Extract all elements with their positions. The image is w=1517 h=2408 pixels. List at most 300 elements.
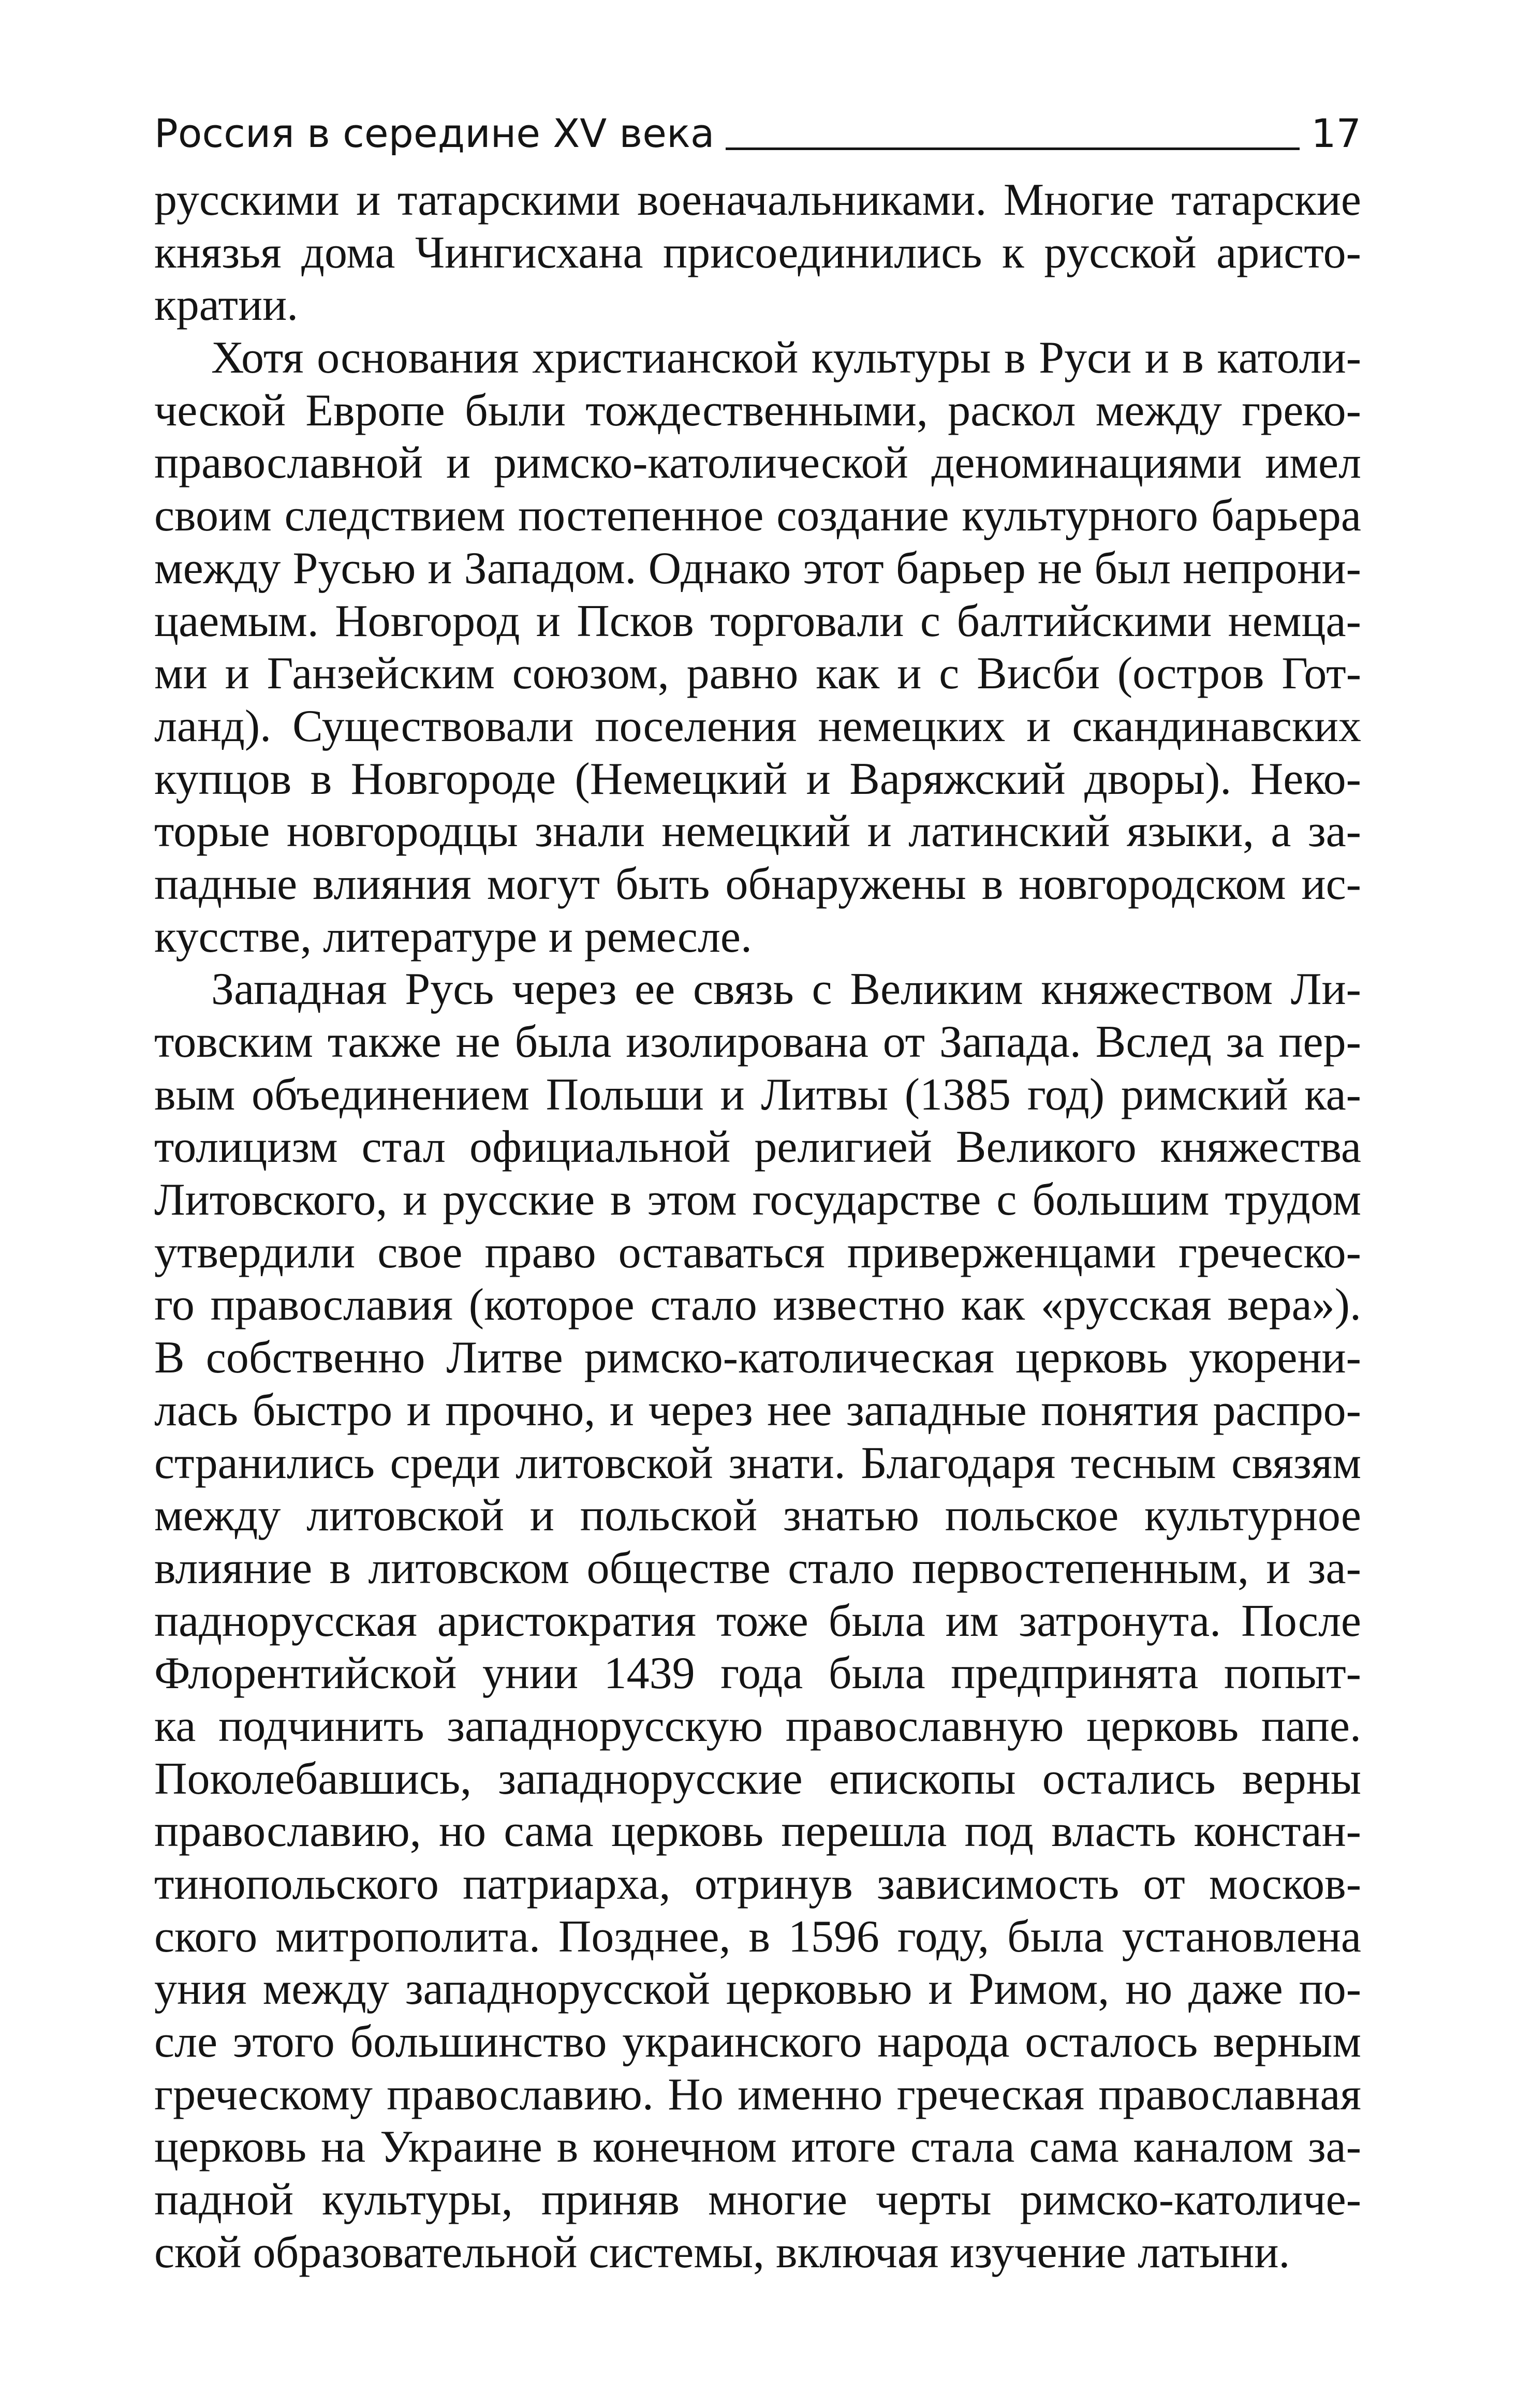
word: деноминациями xyxy=(931,438,1242,489)
word: ка- xyxy=(1304,1069,1361,1120)
word: Европе xyxy=(305,385,445,436)
body-text xyxy=(154,174,1361,2279)
word: за- xyxy=(1307,1543,1361,1593)
word: Ганзейским xyxy=(267,648,495,699)
word: и xyxy=(1144,333,1169,383)
word: в xyxy=(981,859,1004,909)
word: влияние xyxy=(154,1543,313,1593)
word: Великим xyxy=(850,964,1023,1015)
running-head-rule xyxy=(726,147,1300,150)
word: (Немецкий xyxy=(575,754,788,804)
word: обнаружены xyxy=(725,859,966,909)
word: Гот- xyxy=(1282,648,1361,699)
word: литовской xyxy=(306,1490,504,1541)
word: народа xyxy=(877,2017,1010,2067)
word: москов- xyxy=(1209,1859,1361,1909)
word: утвердили xyxy=(154,1227,356,1278)
word: этот xyxy=(803,543,884,594)
text-line xyxy=(154,1121,1361,1174)
word: Литовского, xyxy=(154,1175,388,1225)
word: сама xyxy=(1029,2122,1119,2173)
word: вым xyxy=(154,1069,235,1120)
word: После xyxy=(1241,1596,1361,1646)
word: в xyxy=(610,1175,632,1225)
word: лась xyxy=(154,1385,239,1436)
word: под xyxy=(964,1806,1034,1857)
word: Римом, xyxy=(968,1964,1110,2015)
word: своим xyxy=(154,491,272,541)
word: церковью xyxy=(726,1964,912,2015)
page-number: 17 xyxy=(1311,110,1361,156)
word: религией xyxy=(754,1122,932,1173)
word: западнорусскую xyxy=(447,1701,763,1751)
word: оставаться xyxy=(618,1227,825,1278)
word: православная xyxy=(1098,2069,1361,2120)
word: падные xyxy=(154,859,298,909)
text-line xyxy=(154,1542,1361,1595)
word: немца- xyxy=(1228,596,1361,646)
word: приняв xyxy=(541,2175,680,2225)
text-line xyxy=(154,2069,1361,2121)
text-line xyxy=(154,1805,1361,1858)
word: Неко- xyxy=(1250,754,1361,804)
text-line: кусстве, литературе и ремесле. xyxy=(154,911,752,962)
word: аристократия xyxy=(437,1596,696,1646)
word: на xyxy=(321,2122,366,2173)
word: Украине xyxy=(380,2122,542,2173)
word: многие xyxy=(708,2175,847,2225)
word: верны xyxy=(1242,1753,1361,1804)
word: в xyxy=(310,754,332,804)
word: нее xyxy=(767,1385,832,1436)
word: обществе xyxy=(586,1543,771,1593)
word: литовском xyxy=(368,1543,570,1593)
word: в xyxy=(329,1543,351,1593)
word: Западная xyxy=(211,964,387,1015)
word: римско-католическая xyxy=(584,1333,994,1383)
word: православию, xyxy=(154,1806,421,1857)
word: между xyxy=(154,543,281,594)
word: следствием xyxy=(284,491,506,541)
text-line xyxy=(154,1174,1361,1227)
word: стало xyxy=(788,1543,895,1593)
word: Чингисхана xyxy=(415,227,643,278)
word: присоединились xyxy=(663,227,982,278)
word: церковь xyxy=(1086,1701,1239,1751)
text-line xyxy=(154,700,1361,753)
word: паднорусская xyxy=(154,1596,417,1646)
word: каналом xyxy=(1133,2122,1293,2173)
word: В xyxy=(154,1333,185,1383)
word: товским xyxy=(154,1017,313,1067)
word: констан- xyxy=(1194,1806,1361,1857)
text-line xyxy=(154,542,1361,595)
word: аристо- xyxy=(1216,227,1361,278)
word: Польши xyxy=(546,1069,704,1120)
word: была xyxy=(828,1596,925,1646)
word: черты xyxy=(875,2175,992,2225)
word: знали xyxy=(535,806,645,857)
word: сама xyxy=(504,1806,594,1857)
word: именно xyxy=(738,2069,883,2120)
word: западнорусские xyxy=(498,1753,803,1804)
word: равно xyxy=(686,648,799,699)
word: а xyxy=(1271,806,1291,857)
word: западные xyxy=(846,1385,1027,1436)
word: новгородцы xyxy=(286,806,518,857)
word: Русь xyxy=(405,964,494,1015)
word: и xyxy=(536,596,561,646)
word: культурного xyxy=(962,491,1199,541)
word: и xyxy=(428,543,452,594)
text-line: кратии. xyxy=(154,280,299,331)
text-line xyxy=(154,647,1361,700)
word: свое xyxy=(377,1227,463,1278)
word: епископы xyxy=(829,1753,1016,1804)
word: Вслед xyxy=(1095,1017,1212,1067)
word: церковь xyxy=(1015,1333,1168,1383)
word: году, xyxy=(897,1911,990,1962)
word: Варяжский xyxy=(849,754,1066,804)
word: ис- xyxy=(1301,859,1361,909)
word: и xyxy=(356,175,381,225)
word: большинство xyxy=(350,2017,607,2067)
word: (которое xyxy=(468,1280,635,1331)
word: и xyxy=(897,648,922,699)
word: русские xyxy=(443,1175,595,1225)
word: за xyxy=(1226,1017,1264,1067)
word: первостепенным, xyxy=(911,1543,1249,1593)
word: греческо- xyxy=(1178,1227,1361,1278)
word: цаемым. xyxy=(154,596,319,646)
word: связям xyxy=(1231,1438,1361,1488)
word: распро- xyxy=(1213,1385,1361,1436)
word: польское xyxy=(945,1490,1119,1541)
text-line xyxy=(154,963,1361,1016)
word: в xyxy=(1182,333,1204,383)
word: установлена xyxy=(1122,1911,1361,1962)
word: прочно, xyxy=(445,1385,596,1436)
text-line xyxy=(154,1227,1361,1279)
word: как xyxy=(816,648,880,699)
word: от xyxy=(1143,1859,1185,1909)
word: торые xyxy=(154,806,270,857)
text-line xyxy=(154,1069,1361,1121)
word: го xyxy=(154,1280,195,1331)
word: Однако xyxy=(648,543,791,594)
word: ее xyxy=(635,964,675,1015)
word: быть xyxy=(615,859,710,909)
word: знатью xyxy=(783,1490,919,1541)
running-head-title: Россия в середине XV века xyxy=(154,110,715,156)
word: но xyxy=(439,1806,487,1857)
word: в xyxy=(1004,333,1026,383)
word: римский xyxy=(1121,1069,1288,1120)
text-line xyxy=(154,1437,1361,1490)
word: и xyxy=(928,1964,953,2015)
word: через xyxy=(648,1385,753,1436)
word: с xyxy=(920,596,940,646)
word: основания xyxy=(317,333,519,383)
word: (остров xyxy=(1117,648,1264,699)
word: и xyxy=(1026,701,1051,751)
text-line xyxy=(154,2174,1361,2226)
word: от xyxy=(882,1017,925,1067)
running-head xyxy=(154,96,1361,156)
word: языки, xyxy=(1126,806,1255,857)
text-line xyxy=(154,2016,1361,2069)
text-line xyxy=(154,1858,1361,1911)
word: понятия xyxy=(1041,1385,1199,1436)
word: греческая xyxy=(896,2069,1085,2120)
word: Литве xyxy=(446,1333,563,1383)
word: были xyxy=(465,385,566,436)
word: культуры xyxy=(811,333,991,383)
word: немецкий xyxy=(661,806,851,857)
word: с xyxy=(812,964,832,1015)
word: и xyxy=(529,1490,554,1541)
word: княжества xyxy=(1160,1122,1361,1173)
text-line xyxy=(154,753,1361,806)
word: скандинавских xyxy=(1072,701,1361,751)
word: между xyxy=(154,1490,281,1541)
word: толицизм xyxy=(154,1122,338,1173)
word: Ли- xyxy=(1290,964,1361,1015)
word: 1439 xyxy=(603,1648,695,1699)
word: союзом, xyxy=(512,648,669,699)
word: (1385 xyxy=(904,1069,1011,1120)
text-line xyxy=(154,1332,1361,1384)
word: римско-католической xyxy=(494,438,908,489)
word: Благодаря xyxy=(861,1438,1056,1488)
word: ского xyxy=(154,1911,258,1962)
text-line xyxy=(154,385,1361,437)
word: Руси xyxy=(1039,333,1132,383)
word: русскими xyxy=(154,175,340,225)
word: новгородском xyxy=(1019,859,1286,909)
word: Псков xyxy=(577,596,694,646)
text-line xyxy=(154,1911,1361,1963)
word: известно xyxy=(773,1280,946,1331)
word: также xyxy=(327,1017,441,1067)
word: православную xyxy=(785,1701,1064,1751)
word: странились xyxy=(154,1438,375,1488)
word: унии xyxy=(482,1648,579,1699)
text-line xyxy=(154,595,1361,648)
word: в xyxy=(556,2122,579,2173)
word: за- xyxy=(1307,2122,1361,2173)
word: татарскими xyxy=(397,175,621,225)
text-line xyxy=(154,858,1361,911)
word: купцов xyxy=(154,754,292,804)
word: осталось xyxy=(1025,2017,1198,2067)
text-line xyxy=(154,805,1361,858)
word: римско-католиче- xyxy=(1020,2175,1361,2225)
word: влияния xyxy=(313,859,472,909)
word: перешла xyxy=(781,1806,947,1857)
word: культурное xyxy=(1144,1490,1361,1541)
word: вера»). xyxy=(1227,1280,1361,1331)
word: княжеством xyxy=(1041,964,1273,1015)
word: Но xyxy=(668,2069,724,2120)
word: попыт- xyxy=(1224,1648,1361,1699)
word: и xyxy=(867,806,892,857)
word: и xyxy=(406,1385,431,1436)
word: и xyxy=(1266,1543,1291,1593)
word: как xyxy=(961,1280,1025,1331)
word: года xyxy=(720,1648,803,1699)
text-line xyxy=(154,1963,1361,2016)
text-line xyxy=(154,1489,1361,1542)
word: дворы). xyxy=(1084,754,1232,804)
word: Существовали xyxy=(292,701,574,751)
word: могут xyxy=(487,859,600,909)
word: балтийскими xyxy=(956,596,1212,646)
word: татарские xyxy=(1171,175,1361,225)
word: год) xyxy=(1027,1069,1105,1120)
word: ланд). xyxy=(154,701,272,751)
word: военачальниками. xyxy=(637,175,987,225)
word: папе. xyxy=(1261,1701,1361,1751)
word: стало xyxy=(650,1280,757,1331)
word: собственно xyxy=(205,1333,425,1383)
text-line xyxy=(154,227,1361,279)
word: тоже xyxy=(716,1596,808,1646)
word: украинского xyxy=(622,2017,862,2067)
word: не xyxy=(455,1017,500,1067)
word: в xyxy=(748,1911,770,1962)
word: был xyxy=(1094,543,1171,594)
word: ка xyxy=(154,1701,196,1751)
word: тесным xyxy=(1070,1438,1216,1488)
word: быстро xyxy=(252,1385,393,1436)
word: западнорусской xyxy=(405,1964,710,2015)
text-line xyxy=(154,1279,1361,1332)
word: трудом xyxy=(1225,1175,1361,1225)
word: не xyxy=(1038,543,1083,594)
word: укорени- xyxy=(1189,1333,1361,1383)
word: православия xyxy=(210,1280,453,1331)
word: ческой xyxy=(154,385,286,436)
word: и xyxy=(403,1175,428,1225)
word: конечном xyxy=(593,2122,777,2173)
word: затронута. xyxy=(1019,1596,1221,1646)
word: Великого xyxy=(955,1122,1137,1173)
word: им xyxy=(945,1596,999,1646)
word: греческому xyxy=(154,2069,373,2120)
word: этом xyxy=(647,1175,737,1225)
word: Новгороде xyxy=(350,754,556,804)
word: патриарха, xyxy=(463,1859,671,1909)
text-line xyxy=(154,1647,1361,1700)
word: постепенное xyxy=(518,491,764,541)
word: Русью xyxy=(292,543,416,594)
word: за- xyxy=(1307,806,1361,857)
word: немецких xyxy=(818,701,1006,751)
word: между xyxy=(1095,385,1222,436)
word: изолирована xyxy=(626,1017,868,1067)
word: барьер xyxy=(895,543,1026,594)
word: польской xyxy=(580,1490,758,1541)
word: связь xyxy=(693,964,794,1015)
word: дома xyxy=(301,227,395,278)
word: предпринята xyxy=(951,1648,1199,1699)
word: через xyxy=(512,964,617,1015)
word: тождественными, xyxy=(585,385,928,436)
word: подчинить xyxy=(218,1701,424,1751)
text-line xyxy=(154,1753,1361,1806)
word: сле xyxy=(154,2017,218,2067)
word: князья xyxy=(154,227,282,278)
word: торговали xyxy=(710,596,904,646)
word: уния xyxy=(154,1964,247,2015)
word: верным xyxy=(1213,2017,1361,2067)
word: этого xyxy=(232,2017,335,2067)
word: но xyxy=(1125,1964,1173,2015)
word: была xyxy=(828,1648,925,1699)
word: объединением xyxy=(252,1069,529,1120)
word: ми xyxy=(154,648,208,699)
word: между xyxy=(262,1964,389,2015)
word: и xyxy=(609,1385,634,1436)
word: стала xyxy=(910,2122,1015,2173)
text-line: ской образовательной системы, включая изучение латыни. xyxy=(154,2227,1290,2278)
word: и xyxy=(225,648,249,699)
text-line xyxy=(154,1016,1361,1069)
word: была xyxy=(514,1017,612,1067)
text-line xyxy=(154,332,1361,385)
word: знати. xyxy=(728,1438,846,1488)
word: зависимость xyxy=(877,1859,1120,1909)
word: большим xyxy=(1032,1175,1210,1225)
word: приверженцами xyxy=(847,1227,1156,1278)
word: государстве xyxy=(752,1175,981,1225)
word: «русская xyxy=(1040,1280,1212,1331)
word: Позднее, xyxy=(558,1911,731,1962)
word: официальной xyxy=(469,1122,731,1173)
word: тинопольского xyxy=(154,1859,439,1909)
word: и xyxy=(446,438,471,489)
word: непрони- xyxy=(1183,543,1361,594)
word: имел xyxy=(1265,438,1361,489)
word: церковь xyxy=(611,1806,764,1857)
word: католи- xyxy=(1217,333,1361,383)
word: и xyxy=(806,754,831,804)
word: падной xyxy=(154,2175,294,2225)
word: православной xyxy=(154,438,423,489)
word: культуры, xyxy=(322,2175,513,2225)
word: с xyxy=(996,1175,1017,1225)
word: и xyxy=(720,1069,745,1120)
word: Флорентийской xyxy=(154,1648,457,1699)
word: пер- xyxy=(1278,1017,1361,1067)
word: Литвы xyxy=(761,1069,889,1120)
word: раскол xyxy=(948,385,1076,436)
word: даже xyxy=(1188,1964,1283,2015)
word: Висби xyxy=(977,648,1100,699)
word: православию. xyxy=(387,2069,654,2120)
word: отринув xyxy=(694,1859,853,1909)
word: греко- xyxy=(1242,385,1361,436)
word: литовской xyxy=(516,1438,713,1488)
word: русской xyxy=(1044,227,1197,278)
text-line xyxy=(154,437,1361,490)
word: Новгород xyxy=(335,596,520,646)
word: Западом. xyxy=(464,543,637,594)
word: к xyxy=(1002,227,1024,278)
word: стал xyxy=(361,1122,446,1173)
word: барьера xyxy=(1211,491,1361,541)
